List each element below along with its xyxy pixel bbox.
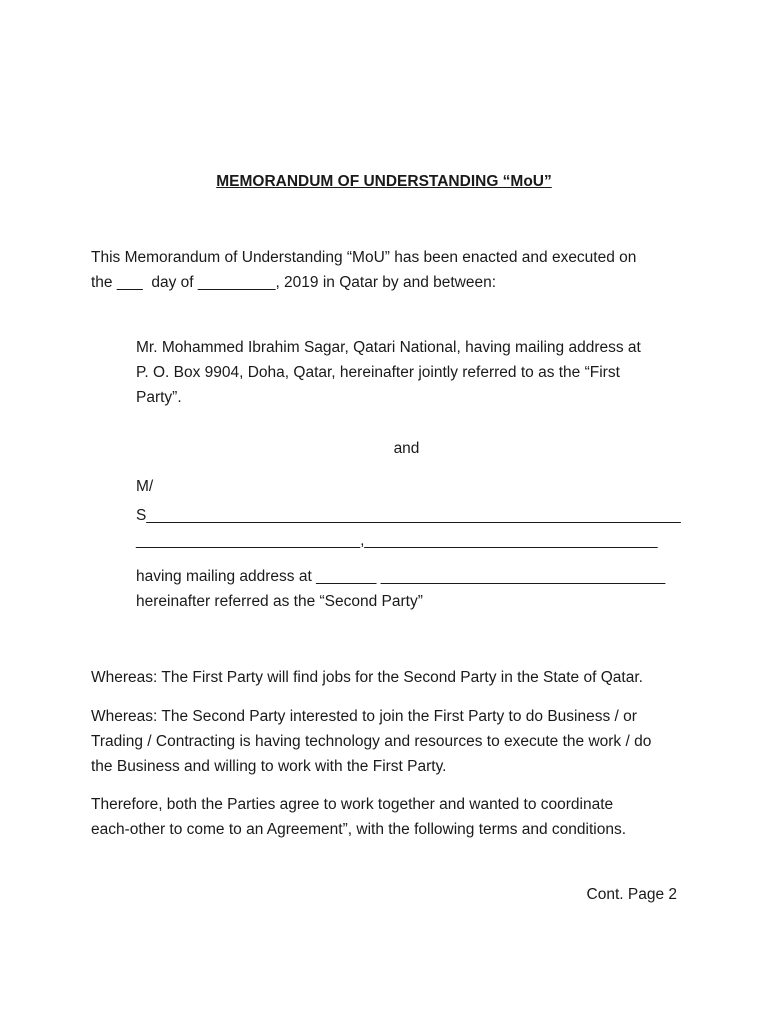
therefore-line-2: each-other to come to an Agreement”, with the following terms and conditions. xyxy=(91,821,627,838)
first-party-line-3: Party”. xyxy=(136,389,182,406)
second-party-name-line-2: S______________________________________________________________ xyxy=(136,507,681,524)
second-party-name-line-1: M/ xyxy=(136,478,154,495)
intro-line-2: the ___ day of _________, 2019 in Qatar by and between: xyxy=(91,274,497,291)
second-party-address-line-1: having mailing address at _______ _________________________________ xyxy=(136,568,666,585)
therefore-line-1: Therefore, both the Parties agree to work together and wanted to coordinate xyxy=(91,796,614,813)
document-title: MEMORANDUM OF UNDERSTANDING “MoU” xyxy=(216,173,552,190)
whereas-1: Whereas: The First Party will find jobs for the Second Party in the State of Qatar. xyxy=(91,669,643,686)
first-party-line-1: Mr. Mohammed Ibrahim Sagar, Qatari National, having mailing address at xyxy=(136,339,641,356)
intro-line-1: This Memorandum of Understanding “MoU” has been enacted and executed on xyxy=(91,249,637,266)
first-party-line-2: P. O. Box 9904, Doha, Qatar, hereinafter jointly referred to as the “First xyxy=(136,364,620,381)
whereas-2-line-3: the Business and willing to work with the First Party. xyxy=(91,758,447,775)
second-party-name-line-3: __________________________,__________________________________ xyxy=(136,532,658,549)
and-label: and xyxy=(393,440,420,457)
continuation-note: Cont. Page 2 xyxy=(586,886,677,903)
whereas-2-line-1: Whereas: The Second Party interested to join the First Party to do Business / or xyxy=(91,708,637,725)
second-party-address-line-2: hereinafter referred as the “Second Party” xyxy=(136,593,423,610)
whereas-2-line-2: Trading / Contracting is having technology and resources to execute the work / do xyxy=(91,733,652,750)
